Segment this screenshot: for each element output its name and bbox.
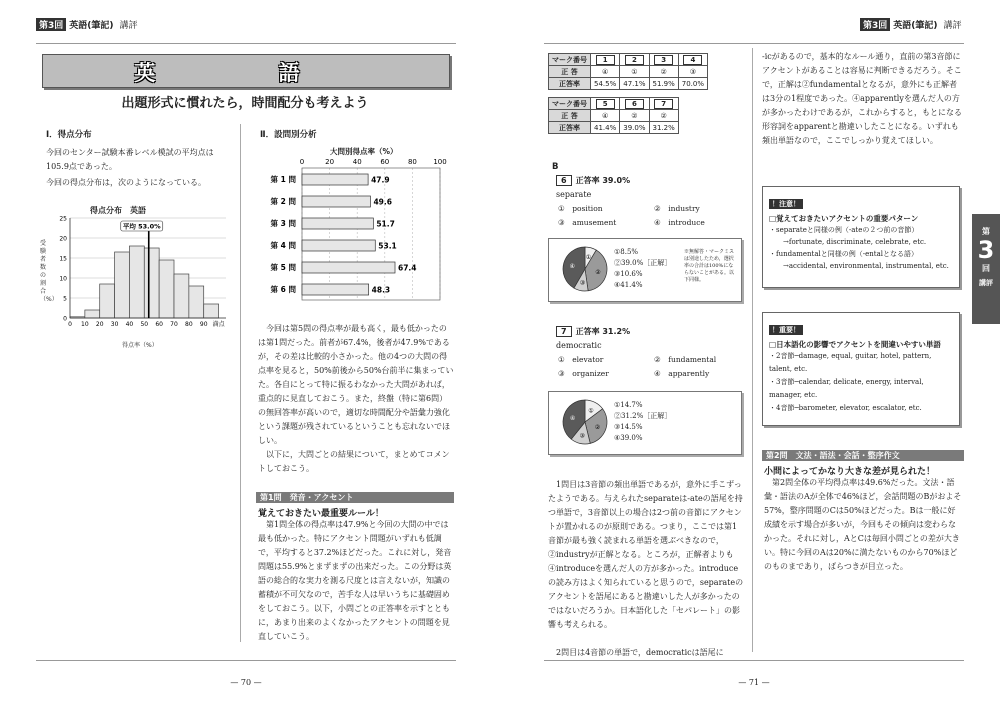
q7-rate: 正答率 31.2%: [575, 327, 631, 336]
section2-para2: 以下に，大問ごとの結果について，まとめてコメントしておこう。: [258, 450, 450, 473]
hbar-category-label: 第 2 問: [270, 197, 296, 206]
q7-choice: ① elevator: [558, 355, 604, 364]
note-badge: ！注意！: [769, 199, 803, 209]
q67-text: 1問目は3音節の頻出単語であるが，意外に手こずったようである。与えられたseparateは-ateの語尾を持つ単語で，3音節以上の場合は2つ前の音節にアクセントが置かれるのが原則である。つまり，ここでは第1音節が最も強く読まれる単語を選ぶべきなので，②industryが正解となる。ところが，正解者よりも④introduceを選んだ人の方が多かった。introduceの読み方はよく知られていると思うので，separateのアクセントを語尾にあると勘違いした人が多かったのではないだろうか。日本語化した「セパレート」の影響も考えられる。: [548, 480, 744, 629]
footer-rule-right: [544, 660, 964, 661]
pie-slice-label: ①: [588, 407, 594, 415]
tab-bottom: 回: [982, 264, 990, 273]
note-box-attention: [762, 186, 960, 288]
x-tick-label: 50: [140, 321, 149, 328]
x-tick-label: 100: [433, 158, 447, 166]
pie-slice-label: ③: [579, 279, 586, 287]
histogram-chart: [52, 212, 238, 340]
hbar-bar: [302, 262, 395, 273]
column-divider-left: [240, 124, 241, 642]
answer: ②: [620, 110, 649, 122]
histogram-bar: [85, 310, 100, 318]
note-badge: ！重要！: [769, 325, 803, 335]
legend-item: ③14.5%: [614, 423, 643, 431]
q6-word: separate: [556, 190, 592, 199]
pie-slice-label: ③: [579, 432, 585, 440]
mark-label: マーク番号: [549, 98, 591, 110]
y-tick-label: 5: [63, 295, 67, 303]
title-box: [42, 54, 450, 88]
section1-heading: Ⅰ．得点分布: [46, 130, 92, 140]
q6-number: 6: [556, 175, 572, 186]
rate: 31.2%: [649, 122, 678, 134]
mark-num: 1: [591, 54, 620, 66]
header-rule-right: [544, 43, 964, 44]
rate: 51.9%: [649, 78, 678, 90]
rate-label: 正答率: [549, 78, 591, 90]
legend-item: ③10.6%: [614, 270, 643, 278]
footer-rule-left: [36, 660, 456, 661]
section1-para2: 今回の得点分布は，次のようになっている。: [46, 178, 206, 187]
histogram-bar: [189, 286, 204, 318]
x-tick-label: 70: [170, 321, 178, 328]
histogram-bar: [204, 304, 219, 318]
plot-frame: [302, 168, 440, 300]
y-tick-label: 0: [63, 315, 67, 323]
mark-num: 6: [620, 98, 649, 110]
rate: 41.4%: [591, 122, 620, 134]
page-number-right: — 71 —: [738, 678, 770, 687]
q6-note: ※無解答・マークミスは別途したため，選択率の合計は100%にならないことがある。以下同様。: [684, 249, 735, 283]
histogram-title: 得点分布 英語: [90, 206, 146, 215]
rate-label: 正答率: [549, 122, 591, 134]
chapter-side-tab: [972, 214, 1000, 324]
answer: ②: [649, 110, 678, 122]
x-tick-label: 40: [125, 321, 134, 328]
hbar-category-label: 第 6 問: [270, 285, 296, 294]
q2-head: 小問によってかなり大きな差が見られた！: [764, 467, 936, 477]
q6-pie: [560, 244, 610, 294]
section1-para1: 今回のセンター試験本番レベル模試の平均点は105.9点であった。: [46, 148, 214, 171]
col4-text: -icがあるので，基本的なルール通り，直前の第3音節にアクセントがあることは容易に判断できるだろう。そこで，正解は②fundamentalとなるが，意外にも正解者は3分の1程度であった。④apparentlyを選んだ人の方が多かったわけであるが，これからすると，もとになる形容詞をapparentと勘違いしたことになる。いずれも頻出単語なので，ここでしっかり覚えてほしい。: [762, 52, 962, 145]
note-line: ・3音節─calendar, delicate, energy, interval, manager, etc.: [769, 378, 924, 399]
x-tick-label: 60: [380, 158, 390, 166]
q6-choice: ④ introduce: [654, 218, 705, 227]
mark-num: 2: [620, 54, 649, 66]
q7-choice: ④ apparently: [654, 369, 710, 378]
subject: 英語(筆記): [69, 21, 114, 31]
hbar-value-label: 51.7: [376, 219, 395, 229]
note-title: □覚えておきたいアクセントの重要パターン: [769, 214, 919, 223]
pie-slice-label: ②: [595, 269, 601, 277]
hbar-bar: [302, 240, 375, 251]
q1-head: 覚えておきたい最重要ルール！: [258, 509, 384, 519]
column-divider-right: [752, 48, 753, 652]
x-tick-label: 60: [155, 321, 163, 328]
q6-choice: ② industry: [654, 204, 700, 213]
legend-item: ②39.0%［正解］: [614, 259, 672, 267]
histogram-bar: [159, 260, 174, 318]
hbar-bar: [302, 196, 370, 207]
q7-number: 7: [556, 326, 572, 337]
subject-right: 英語(筆記): [893, 21, 938, 31]
hbar-bar: [302, 284, 369, 295]
q6-choice: ③ amusement: [558, 218, 617, 227]
rate: 54.5%: [591, 78, 620, 90]
mark-num: 3: [649, 54, 678, 66]
legend-item: ②31.2%［正解］: [614, 412, 672, 420]
y-tick-label: 25: [59, 215, 67, 223]
legend-item: ④39.0%: [614, 434, 643, 442]
x-tick-label: 0: [68, 321, 72, 328]
pie-slice-label: ②: [594, 423, 601, 431]
q6-choice: ① position: [558, 204, 603, 213]
histogram-xlabel: 得点率（%）: [122, 342, 158, 349]
q2-text: 第2問全体の平均得点率は49.6%だった。文法・語彙・語法のAが全体で46%ほど，会話問題のBがおよそ57%，整序問題のCは50%ほどだった。Bは一般に好成績を示す場合が多いが，今回もその傾向は変わらなかった。それに対し，AとCは毎回小問ごとの差が大きい。特に今回のAは20%に満たないものから70%ほどのものまであり，ばらつきが目立った。: [764, 478, 962, 571]
answer: ①: [620, 66, 649, 78]
x-tick-label: 80: [407, 158, 417, 166]
note-box-important: [762, 312, 960, 426]
hbar-chart: [256, 156, 456, 316]
header-rule-left: [36, 43, 456, 44]
pie-slice-label: ④: [569, 263, 575, 271]
tab-top: 第: [982, 227, 990, 236]
q7-choice: ② fundamental: [654, 355, 717, 364]
note-line: ・2音節─damage, equal, guitar, hotel, pattern, talent, etc.: [769, 352, 932, 373]
tab-number: 3: [977, 236, 995, 264]
average-label: 平均 53.0%: [122, 222, 161, 231]
q7-choice: ③ organizer: [558, 369, 609, 378]
x-tick-label: 0: [299, 158, 305, 166]
section2-heading: Ⅱ．設問別分析: [260, 130, 317, 140]
mark-label: マーク番号: [549, 54, 591, 66]
section-b: B: [552, 162, 559, 172]
x-tick-label: 90: [199, 321, 208, 328]
answer: ④: [591, 110, 620, 122]
legend-item: ①8.5%: [614, 248, 639, 256]
tab-kind: 講評: [979, 279, 993, 287]
round-badge: 第3回: [36, 18, 66, 31]
rate: 47.1%: [620, 78, 649, 90]
x-tick-label: 満点: [212, 321, 225, 328]
header-left: [36, 18, 138, 31]
x-tick-label: 20: [95, 321, 104, 328]
histogram-bar: [129, 246, 144, 318]
hbar-value-label: 47.9: [371, 175, 390, 185]
note-line: →accidental, environmental, instrumental, etc.: [783, 262, 949, 270]
y-tick-label: 20: [59, 235, 67, 243]
note-line: →fortunate, discriminate, celebrate, etc.: [783, 238, 927, 246]
page-number-left: — 70 —: [230, 678, 262, 687]
hbar-bar: [302, 174, 368, 185]
hbar-value-label: 48.3: [371, 285, 391, 295]
hbar-value-label: 49.6: [373, 197, 392, 207]
hbar-category-label: 第 1 問: [270, 175, 296, 184]
q7-pie: [560, 397, 610, 447]
histogram-bar: [144, 248, 159, 318]
answer: ④: [591, 66, 620, 78]
histogram-ylabel: 受験者数の割合（%）: [40, 240, 58, 303]
x-tick-label: 80: [185, 321, 193, 328]
answer: ②: [649, 66, 678, 78]
note-line: ・fundamentalと同様の例（-entalとなる語）: [769, 250, 919, 258]
page-title: 英 語: [134, 61, 358, 85]
hbar-category-label: 第 4 問: [270, 241, 296, 250]
mark-num: 5: [591, 98, 620, 110]
histogram-bar: [100, 284, 115, 318]
x-tick-label: 20: [325, 158, 335, 166]
y-tick-label: 10: [59, 275, 67, 283]
legend-item: ④41.4%: [614, 281, 643, 289]
note-line: ・separateと同様の例（-ateの２つ前の音節）: [769, 226, 919, 234]
hbar-value-label: 53.1: [378, 241, 397, 251]
mark-num: 7: [649, 98, 678, 110]
report-kind-right: 講評: [943, 21, 962, 31]
q7-legend: [614, 400, 671, 444]
legend-item: ①14.7%: [614, 401, 643, 409]
mark-num: 4: [678, 54, 707, 66]
pie-slice-label: ④: [569, 415, 576, 423]
q6-rate: 正答率 39.0%: [575, 176, 631, 185]
q1-text: 第1問全体の得点率は47.9%と今回の大問の中では最も低かった。特にアクセント問題がいずれも低調で，平均すると37.2%ほどだった。これに対し，発音問題は55.9%とまずまずの出来だった。この分野は英語の総合的な実力を測る尺度とは言えないが，知識の蓄積が不可欠なので，苦手な人は早いうちに基礎固めをしておこう。以下，小問ごとの正答率を示すとともに，あまり出来のよくなかったアクセントの問題を見直していこう。: [258, 520, 452, 641]
header-right: [860, 18, 962, 31]
q7-word: democratic: [556, 341, 602, 350]
histogram-bar: [115, 252, 130, 318]
answer-label: 正 答: [549, 110, 591, 122]
q1-bar: 第1問 発音・アクセント: [256, 492, 454, 503]
x-tick-label: 40: [352, 158, 362, 166]
q67-text2: 2問目は4音節の単語で，democraticは語尾に: [556, 648, 724, 657]
report-kind: 講評: [119, 21, 138, 31]
mark-table-2: [548, 97, 679, 134]
hbar-title: 大問別得点率（%）: [330, 147, 398, 156]
q6-head: [556, 175, 630, 186]
section2-para: 今回は第5問の得点率が最も高く，最も低かったのは第1問だった。前者が67.4%，後者が47.9%であるが，その差は比較的小さかった。他の4つの大問の得点率を見ると，50%前後から50%台前半に集まっていた。各自にとって特に振るわなかった大問があれば，重点的に見直しておこう。また，終盤（特に第6問）の無回答率が高いので，適切な時間配分や語彙力強化という課題が残されているということも忘れないでほしい。: [258, 324, 454, 445]
note-title: □日本語化の影響でアクセントを間違いやすい単語: [769, 340, 941, 349]
x-tick-label: 10: [81, 321, 89, 328]
q7-head: [556, 326, 630, 337]
q2-bar: 第2問 文法・語法・会話・整序作文: [762, 450, 964, 461]
histogram-bar: [174, 274, 189, 318]
x-tick-label: 30: [110, 321, 119, 328]
subtitle: 出題形式に慣れたら，時間配分も考えよう: [121, 96, 369, 111]
q6-legend: [614, 247, 671, 291]
answer: ③: [678, 66, 707, 78]
y-tick-label: 15: [59, 255, 67, 263]
note-line: ・4音節─barometer, elevator, escalator, etc.: [769, 404, 922, 412]
hbar-bar: [302, 218, 373, 229]
hbar-category-label: 第 5 問: [270, 263, 296, 272]
hbar-value-label: 67.4: [398, 263, 417, 273]
pie-slice-label: ①: [585, 253, 592, 261]
round-badge-right: 第3回: [860, 18, 890, 31]
mark-table-1: [548, 53, 708, 90]
hbar-category-label: 第 3 問: [270, 219, 296, 228]
rate: 70.0%: [678, 78, 707, 90]
answer-label: 正 答: [549, 66, 591, 78]
rate: 39.0%: [620, 122, 649, 134]
